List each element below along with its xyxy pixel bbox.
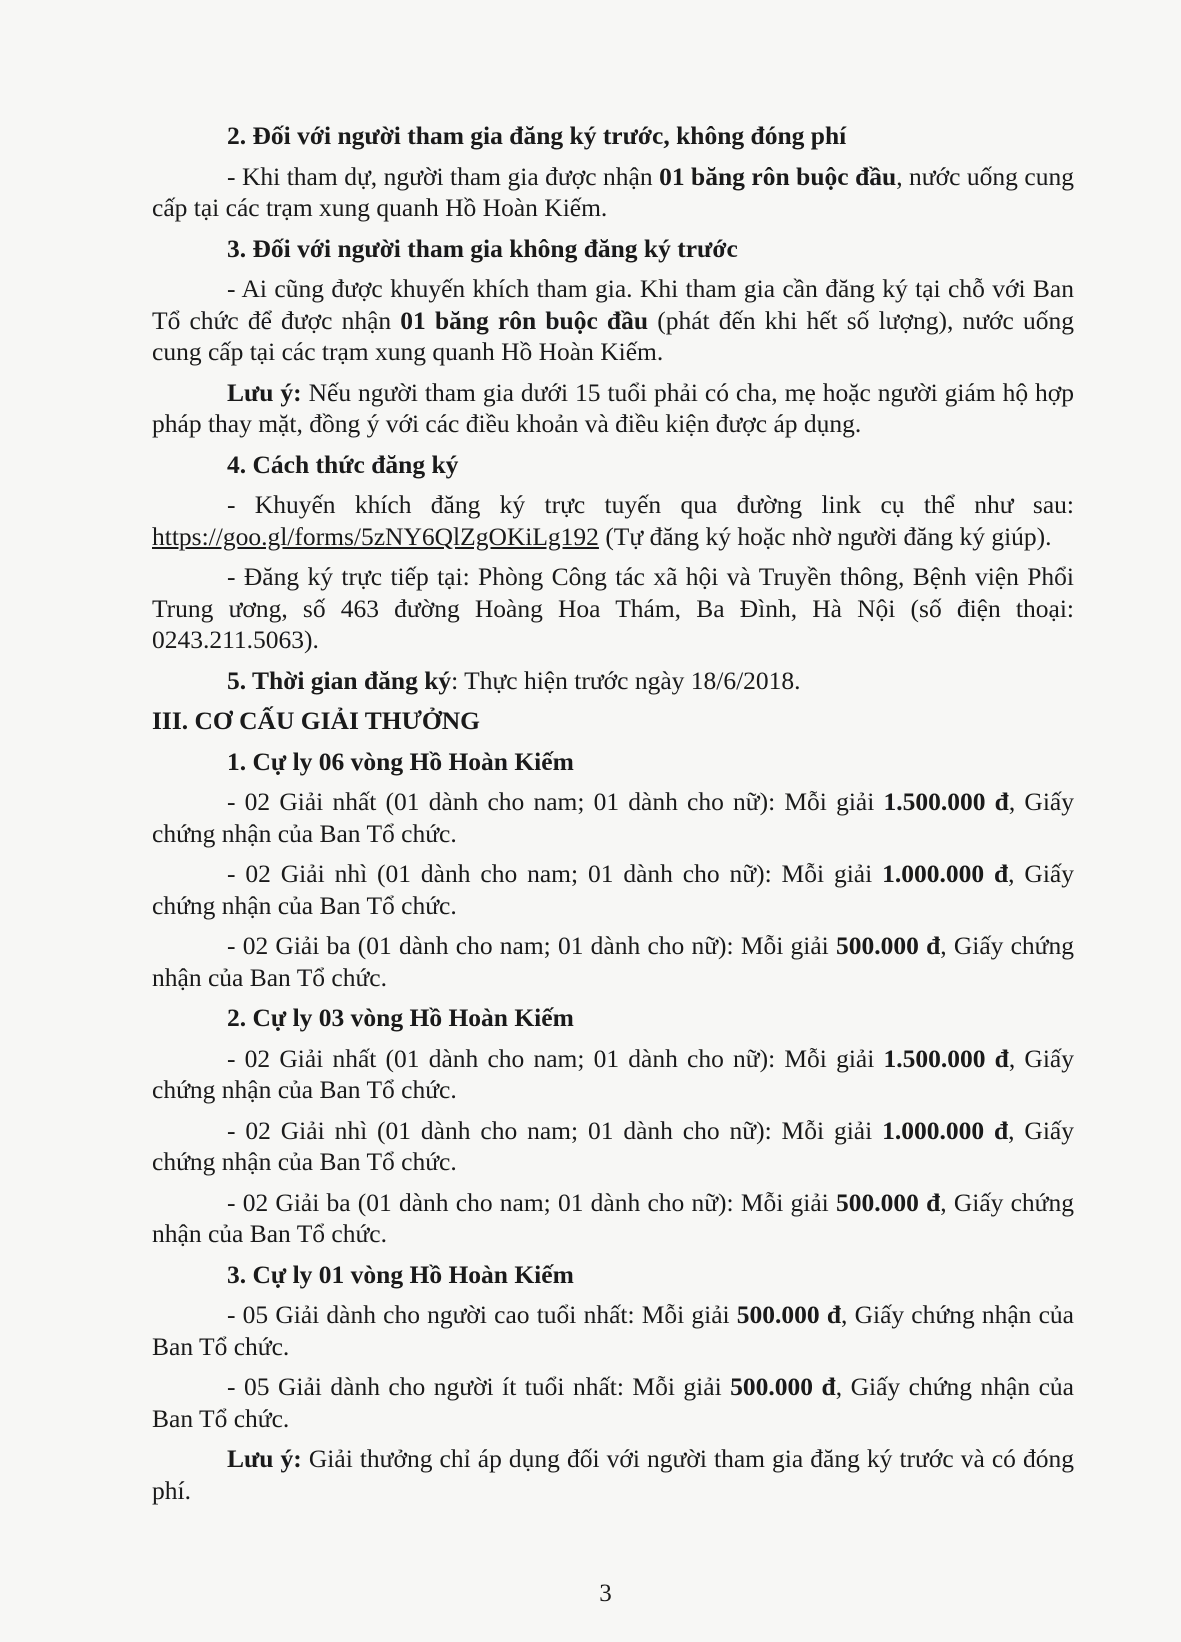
text: - 05 Giải dành cho người cao tuổi nhất: Mỗi giải [227,1300,737,1329]
text: - 02 Giải nhất (01 dành cho nam; 01 dành cho nữ): Mỗi giải [227,1043,884,1073]
paragraph [152,1299,1074,1362]
bold-text: Lưu ý: [227,1444,302,1473]
text: - Khuyến khích đăng ký trực tuyến qua đường link cụ thể như sau: [227,490,1074,519]
text: - 02 Giải nhì (01 dành cho nam; 01 dành cho nữ): Mỗi giải [227,1115,883,1145]
text: 1. Cự ly 06 vòng Hồ Hoàn Kiếm [227,746,574,776]
text: , Giấy chứng nhận của Ban Tổ chức. [152,1187,1074,1248]
text: - Đăng ký trực tiếp tại: Phòng Công tác xã hội và Truyền thông, Bệnh viện Phổi Trung ương, số 463 đường Hoàng Hoa Thám, Ba Đình, Hà Nội (số điện thoại: 0243.211.5063). [152,562,1074,654]
bold-text: 500.000 đ [730,1372,836,1401]
text: , Giấy chứng nhận của Ban Tổ chức. [152,787,1074,848]
subheading [152,449,1074,481]
text: - 02 Giải ba (01 dành cho nam; 01 dành cho nữ): Mỗi giải [227,931,836,960]
paragraph [152,273,1074,368]
bold-text: 1.000.000 đ [882,859,1009,888]
text: , Giấy chứng nhận của Ban Tổ chức. [152,931,1074,992]
subheading [152,1002,1074,1034]
paragraph [152,930,1074,993]
text: 2. Đối với người tham gia đăng ký trước, không đóng phí [227,121,847,150]
bold-text: 01 băng rôn buộc đầu [400,305,649,335]
text: , Giấy chứng nhận của Ban Tổ chức. [152,1372,1074,1433]
paragraph [152,561,1074,656]
text: 3. Đối với người tham gia không đăng ký trước [227,233,738,263]
text: 4. Cách thức đăng ký [227,449,459,479]
paragraph [152,1371,1074,1434]
registration-link[interactable]: https://goo.gl/forms/5zNY6QlZgOKiLg192 [152,521,599,551]
text: - 02 Giải ba (01 dành cho nam; 01 dành cho nữ): Mỗi giải [227,1187,836,1217]
bold-text: Lưu ý: [227,377,302,407]
text: , nước uống cung cấp tại các trạm xung quanh Hồ Hoàn Kiếm. [152,161,1074,222]
document-body [152,120,1074,1515]
paragraph [152,377,1074,440]
page-number: 3 [599,1580,612,1607]
paragraph [152,1187,1074,1250]
text: III. CƠ CẤU GIẢI THƯỞNG [152,706,481,735]
text: (Tự đăng ký hoặc nhờ người đăng ký giúp). [598,521,1052,551]
paragraph [152,665,1074,697]
paragraph [152,1115,1074,1178]
bold-text: 1.500.000 đ [883,787,1009,816]
paragraph [152,1043,1074,1106]
subheading [152,746,1074,778]
paragraph [152,489,1074,552]
section-heading [152,705,1074,737]
subheading [152,1259,1074,1291]
bold-text: 500.000 đ [835,931,941,960]
text: , Giấy chứng nhận của Ban Tổ chức. [152,1115,1075,1176]
paragraph [152,1443,1074,1506]
text: - Ai cũng được khuyến khích tham gia. Khi tham gia cần đăng ký tại chỗ với Ban Tổ chức để được nhận [152,274,1074,335]
text: - 02 Giải nhất (01 dành cho nam; 01 dành cho nữ): Mỗi giải [227,787,884,816]
subheading [152,233,1074,265]
text: - 05 Giải dành cho người ít tuổi nhất: Mỗi giải [227,1372,731,1401]
text: (phát đến khi hết số lượng), nước uống cung cấp tại các trạm xung quanh Hồ Hoàn Kiếm. [152,305,1075,366]
bold-text: 5. Thời gian đăng ký [227,665,452,695]
bold-text: 01 băng rôn buộc đầu [659,161,897,191]
paragraph [152,161,1074,224]
text: , Giấy chứng nhận của Ban Tổ chức. [152,1043,1074,1104]
bold-text: 1.500.000 đ [883,1043,1009,1073]
text: 2. Cự ly 03 vòng Hồ Hoàn Kiếm [227,1003,574,1032]
bold-text: 500.000 đ [835,1187,941,1217]
text: Nếu người tham gia dưới 15 tuổi phải có cha, mẹ hoặc người giám hộ hợp pháp thay mặt, đồng ý với các điều khoản và điều kiện được áp dụng. [152,377,1074,438]
paragraph [152,858,1074,921]
text: Giải thưởng chỉ áp dụng đối với người tham gia đăng ký trước và có đóng phí. [152,1444,1075,1505]
bold-text: 1.000.000 đ [882,1115,1009,1145]
bold-text: 500.000 đ [736,1300,842,1329]
subheading [152,120,1074,152]
text: - 02 Giải nhì (01 dành cho nam; 01 dành cho nữ): Mỗi giải [227,859,883,888]
text: , Giấy chứng nhận của Ban Tổ chức. [152,1300,1074,1361]
text: 3. Cự ly 01 vòng Hồ Hoàn Kiếm [227,1259,574,1289]
paragraph [152,786,1074,849]
text: : Thực hiện trước ngày 18/6/2018. [451,665,801,695]
text: , Giấy chứng nhận của Ban Tổ chức. [152,859,1075,920]
text: - Khi tham dự, người tham gia được nhận [227,161,660,191]
